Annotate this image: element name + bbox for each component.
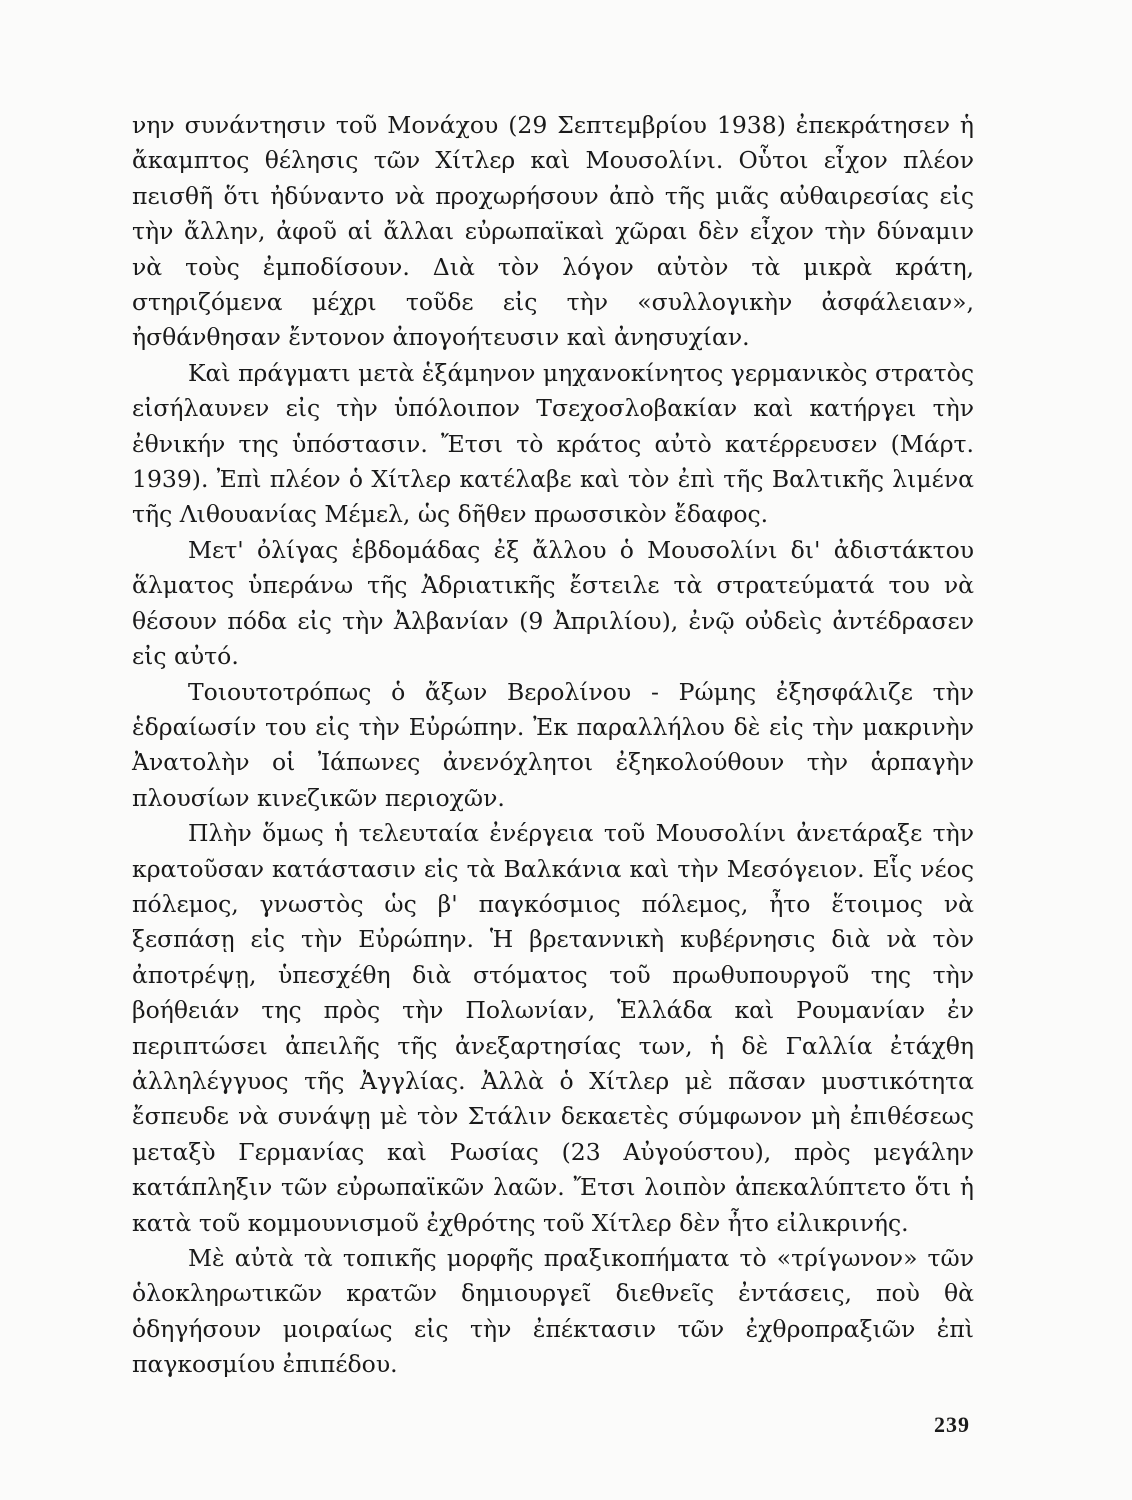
page-number: 239 xyxy=(934,1412,970,1437)
paragraph-berlin-rome-axis: Τοιουτοτρόπως ὁ ἄξων Βερολίνου - Ρώμης ἐξησφάλιζε τὴν ἑδραίωσίν του εἰς τὴν Εὐρώπην. Ἐκ παραλλήλου δὲ εἰς τὴν μακρινὴν Ἀνατολὴν οἱ Ἰάπωνες ἀνενόχλητοι ἐξηκολούθουν τὴν ἁρπαγὴν πλουσίων κινεζικῶν περιοχῶν. xyxy=(132,677,974,812)
paragraph-balkans-tension: Πλὴν ὅμως ἡ τελευταία ἐνέργεια τοῦ Μουσολίνι ἀνετάραξε τὴν κρατοῦσαν κατάστασιν εἰς τὰ Βαλκάνια καὶ τὴν Μεσόγειον. Εἷς νέος πόλεμος, γνωστὸς ὡς β' παγκόσμιος πόλεμος, ἦτο ἕτοιμος νὰ ξεσπάσῃ εἰς τὴν Εὐρώπην. Ἡ βρεταννικὴ κυβέρνησις διὰ νὰ τὸν ἀποτρέψῃ, ὑπεσχέθη διὰ στόματος τοῦ πρωθυπουργοῦ της τὴν βοήθειάν της πρὸς τὴν Πολωνίαν, Ἑλλάδα καὶ Ρουμανίαν ἐν περιπτώσει ἀπειλῆς τῆς ἀνεξαρτησίας των, ἡ δὲ Γαλλία ἐτάχθη ἀλληλέγγυος τῆς Ἀγγλίας. Ἀλλὰ ὁ Χίτλερ μὲ πᾶσαν μυστικότητα ἔσπευδε νὰ συνάψῃ μὲ τὸν Στάλιν δεκαετὲς σύμφωνον μὴ ἐπιθέσεως μεταξὺ Γερμανίας καὶ Ρωσίας (23 Αὐγούστου), πρὸς μεγάλην κατάπληξιν τῶν εὐρωπαϊκῶν λαῶν. Ἔτσι λοιπὸν ἀπεκαλύπτετο ὅτι ἡ κατὰ τοῦ κομμουνισμοῦ ἐχθρότης τοῦ Χίτλερ δὲν ἦτο εἰλικρινής. xyxy=(132,819,974,1237)
paragraph-totalitarian-triangle: Μὲ αὐτὰ τὰ τοπικῆς μορφῆς πραξικοπήματα τὸ «τρίγωνον» τῶν ὁλοκληρωτικῶν κρατῶν δημιουργεῖ διεθνεῖς ἐντάσεις, ποὺ θὰ ὁδηγήσουν μοιραίως εἰς τὴν ἐπέκτασιν τῶν ἐχθροπραξιῶν ἐπὶ παγκοσμίου ἐπιπέδου. xyxy=(132,1244,974,1379)
paragraph-albania: Μετ' ὀλίγας ἑβδομάδας ἐξ ἄλλου ὁ Μουσολίνι δι' ἀδιστάκτου ἅλματος ὑπεράνω τῆς Ἀδριατικῆς ἔστειλε τὰ στρατεύματά του νὰ θέσουν πόδα εἰς τὴν Ἀλβανίαν (9 Ἀπριλίου), ἐνῷ οὐδεὶς ἀντέδρασεν εἰς αὐτό. xyxy=(132,535,974,671)
body-text xyxy=(132,108,974,1383)
paragraph-czechoslovakia: Καὶ πράγματι μετὰ ἑξάμηνον μηχανοκίνητος γερμανικὸς στρατὸς εἰσήλαυνεν εἰς τὴν ὑπόλοιπον Τσεχοσλοβακίαν καὶ κατήργει τὴν ἐθνικήν της ὑπόστασιν. Ἔτσι τὸ κράτος αὐτὸ κατέρρευσεν (Μάρτ. 1939). Ἐπὶ πλέον ὁ Χίτλερ κατέλαβε καὶ τὸν ἐπὶ τῆς Βαλτικῆς λιμένα τῆς Λιθουανίας Μέμελ, ὡς δῆθεν πρωσσικὸν ἔδαφος. xyxy=(132,358,974,529)
paragraph-munich-agreement: νην συνάντησιν τοῦ Μονάχου (29 Σεπτεμβρίου 1938) ἐπεκράτησεν ἡ ἄκαμπτος θέλησις τῶν Χίτλερ καὶ Μουσολίνι. Οὗτοι εἶχον πλέον πεισθῆ ὅτι ἠδύναντο νὰ προχωρήσουν ἀπὸ τῆς μιᾶς αὐθαιρεσίας εἰς τὴν ἄλλην, ἀφοῦ αἱ ἄλλαι εὐρωπαϊκαὶ χῶραι δὲν εἶχον τὴν δύναμιν νὰ τοὺς ἐμποδίσουν. Διὰ τὸν λόγον αὐτὸν τὰ μικρὰ κράτη, στηριζόμενα μέχρι τοῦδε εἰς τὴν «συλλογικὴν ἀσφάλειαν», ἠσθάνθησαν ἔντονον ἀπογοήτευσιν καὶ ἀνησυχίαν. xyxy=(132,111,974,352)
